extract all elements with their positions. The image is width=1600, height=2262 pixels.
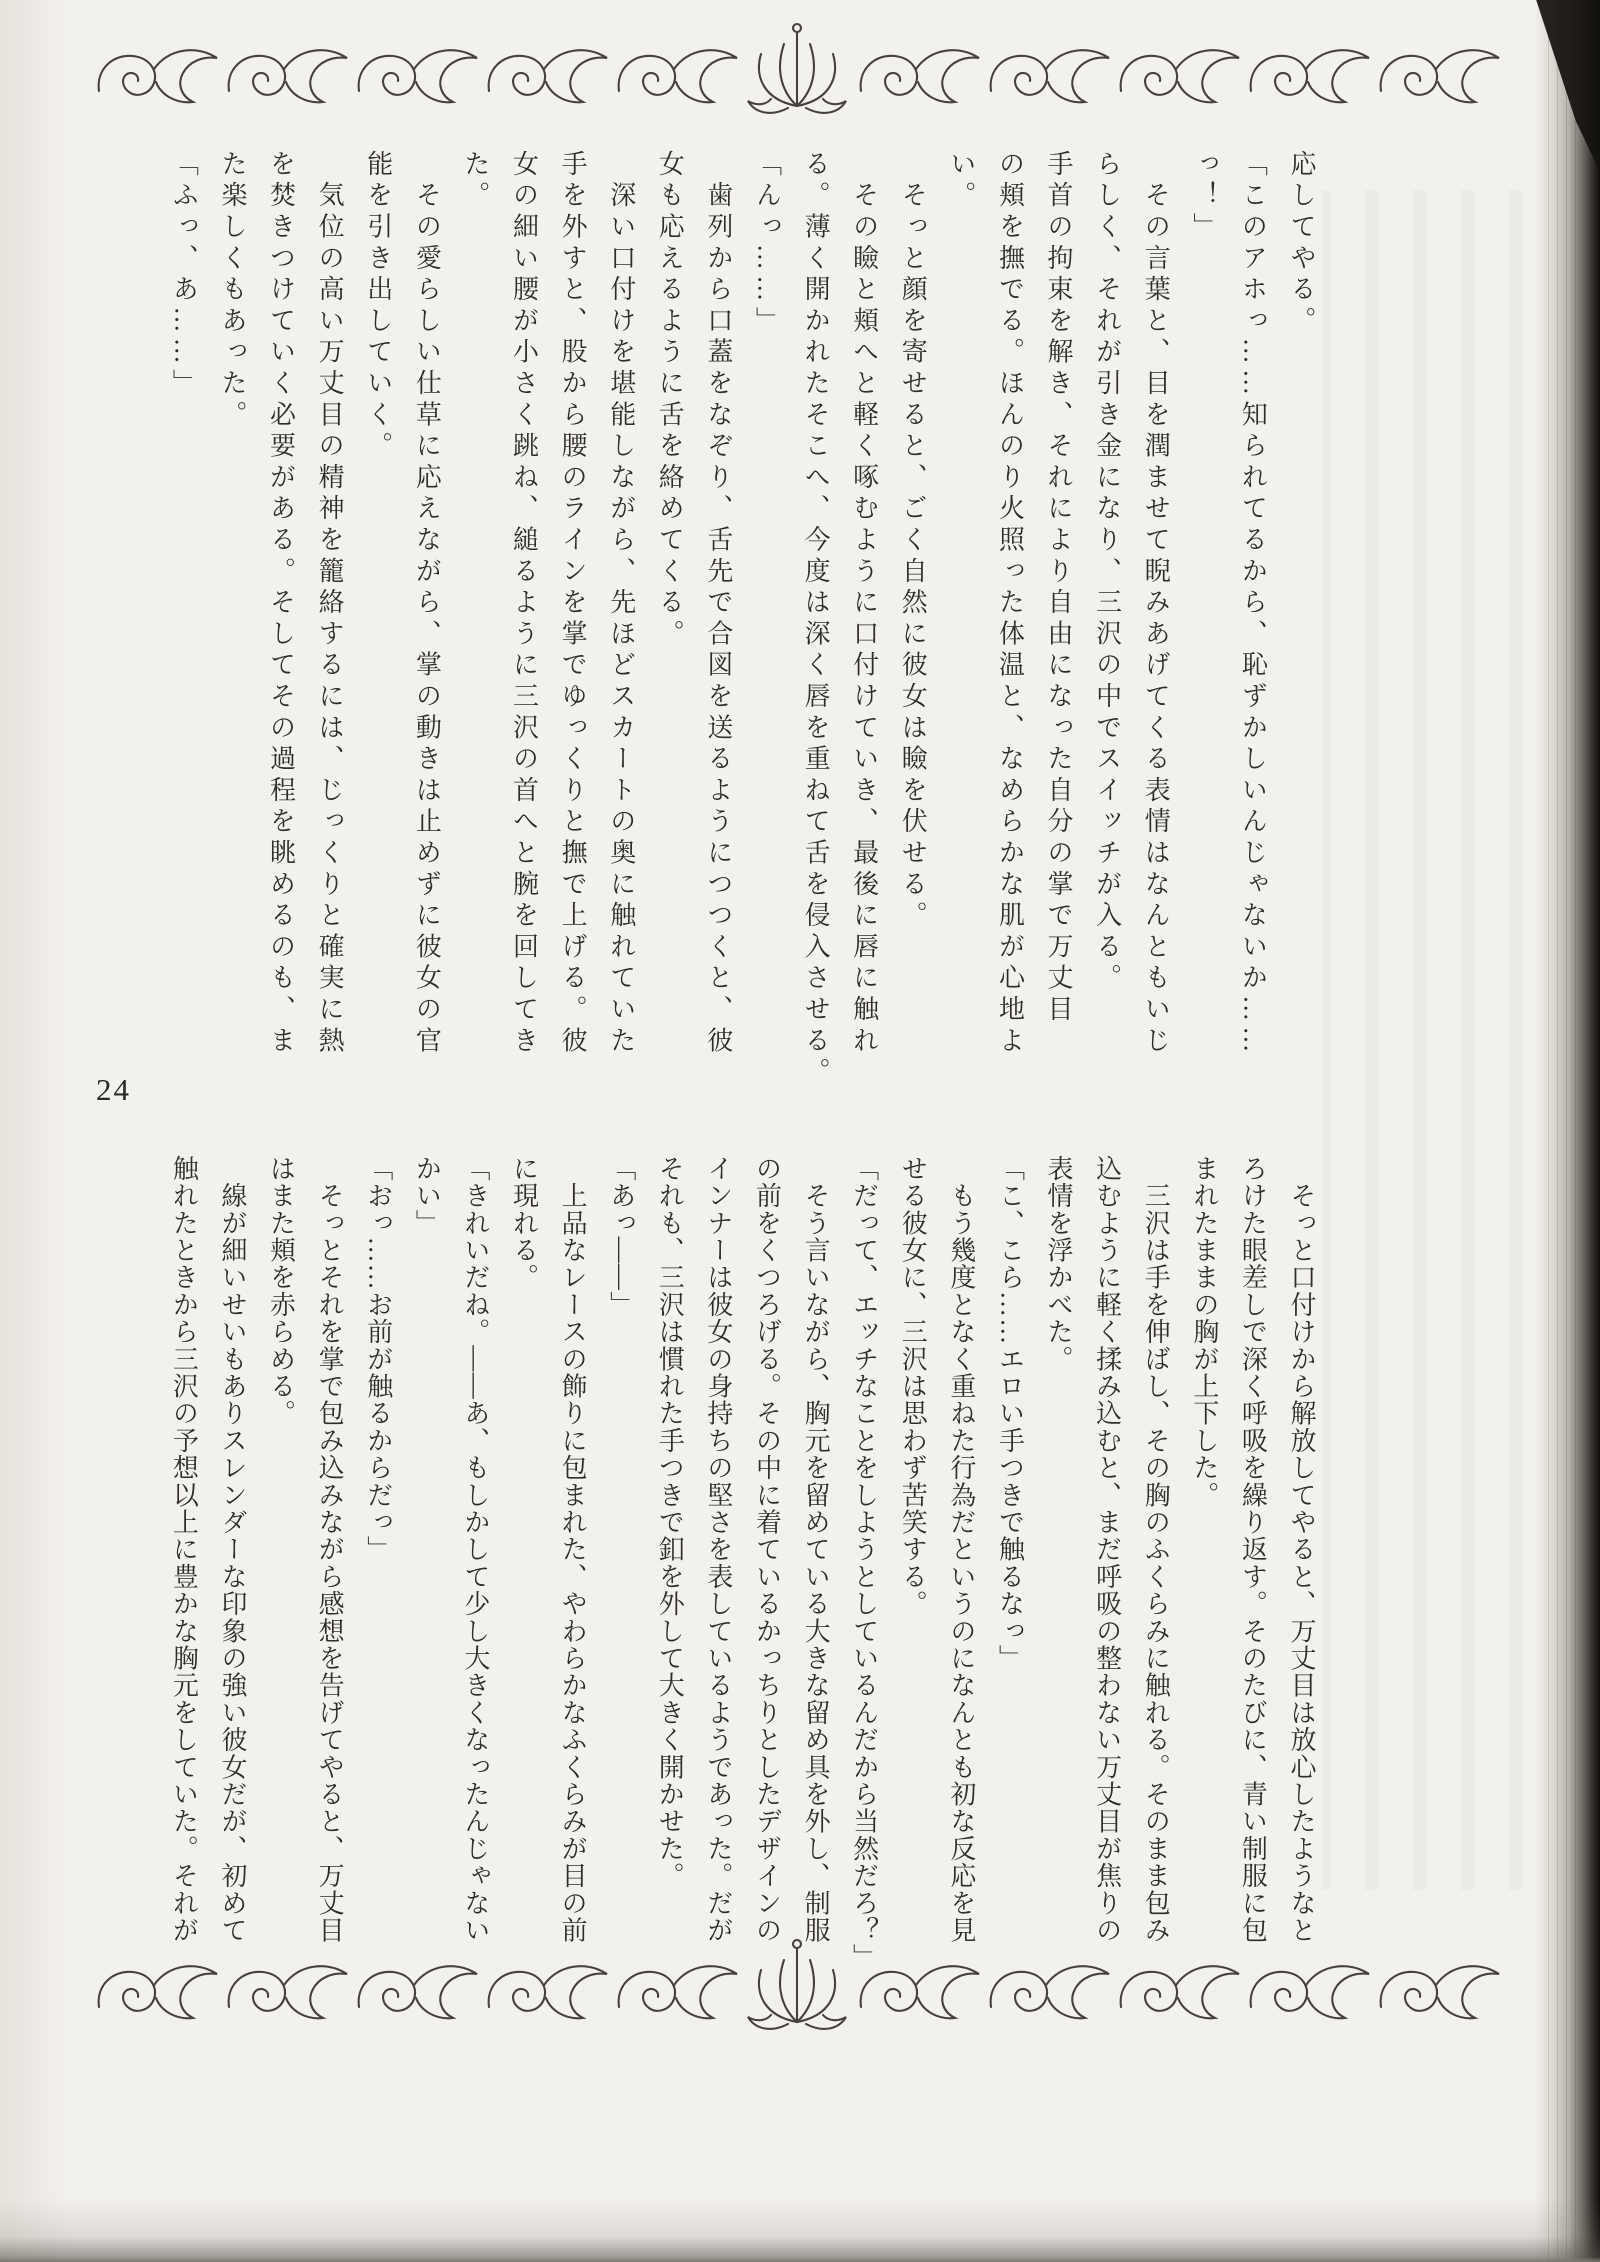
text-column: 「おっ……お前が触るからだっ」 — [363, 1155, 393, 1563]
text-column: い。 — [946, 150, 976, 213]
text-column: 手を外すと、股から腰のラインを掌でゆっくりと撫で上げる。彼 — [558, 150, 588, 1058]
text-column: インナーは彼女の身持ちの堅さを表しているようであった。だが — [703, 1155, 733, 1944]
text-column: 歯列から口蓋をなぞり、舌先で合図を送るようにつつくと、彼 — [703, 150, 733, 1058]
text-column: それも、三沢は慣れた手つきで釦を外して大きく開かせた。 — [655, 1155, 685, 1890]
text-column: 込むように軽く揉み込むと、まだ呼吸の整わない万丈目が焦りの — [1092, 1155, 1122, 1944]
text-column: その瞼と頬へと軽く啄むように口付けていき、最後に唇に触れ — [849, 150, 879, 1058]
scroll-ornament-bottom — [85, 1952, 1509, 2030]
text-column: せる彼女に、三沢は思わず苦笑する。 — [898, 1155, 928, 1618]
text-column: 能を引き出していく。 — [363, 150, 393, 463]
text-column: 「んっ……」 — [752, 150, 782, 338]
text-column: 線が細いせいもありスレンダーな印象の強い彼女だが、初めて — [217, 1155, 247, 1944]
text-column: 三沢は手を伸ばし、その胸のふくらみに触れる。そのまま包み — [1141, 1155, 1171, 1944]
text-column: はまた頬を赤らめる。 — [266, 1155, 296, 1427]
text-column: 手首の拘束を解き、それにより自由になった自分の掌で万丈目 — [1044, 150, 1074, 1027]
text-column: の頬を撫でる。ほんのり火照った体温と、なめらかな肌が心地よ — [995, 150, 1025, 1058]
text-column: た。 — [460, 150, 490, 213]
text-column: 「このアホっ……知られてるから、恥ずかしいんじゃないか…… — [1238, 150, 1268, 1058]
scroll-ornament-top — [85, 36, 1509, 114]
text-column: 「きれいだね。――あ、もしかして少し大きくなったんじゃない — [460, 1155, 490, 1944]
page-curl-shading — [0, 0, 70, 2262]
page-number: 24 — [96, 1072, 131, 1107]
text-column: かい」 — [412, 1155, 442, 1237]
text-column: 「だって、エッチなことをしようとしているんだから当然だろ？」 — [849, 1155, 879, 1971]
text-column: まれたままの胸が上下した。 — [1189, 1155, 1219, 1509]
text-column: 「こ、こら……エロい手つきで触るなっ」 — [995, 1155, 1025, 1672]
text-column: 「ふっ、あ……」 — [169, 150, 199, 401]
page-stack-edges — [1548, 0, 1582, 2262]
text-column: 表情を浮かべた。 — [1044, 1155, 1074, 1373]
text-column: た楽しくもあった。 — [217, 150, 247, 432]
text-column: の前をくつろげる。その中に着ているかっちりとしたデザインの — [752, 1155, 782, 1944]
text-column: 応してやる。 — [1287, 150, 1316, 338]
text-column: 深い口付けを堪能しながら、先ほどスカートの奥に触れていた — [606, 150, 636, 1058]
text-column: その愛らしい仕草に応えながら、掌の動きは止めずに彼女の官 — [412, 150, 442, 1058]
text-column: ろけた眼差しで深く呼吸を繰り返す。そのたびに、青い制服に包 — [1238, 1155, 1268, 1944]
text-column: 触れたときから三沢の予想以上に豊かな胸元をしていた。それが — [169, 1155, 199, 1944]
text-column: 上品なレースの飾りに包まれた、やわらかなふくらみが目の前 — [558, 1155, 588, 1944]
text-column: そっと口付けから解放してやると、万丈目は放心したようなと — [1287, 1155, 1316, 1944]
text-column: る。薄く開かれたそこへ、今度は深く唇を重ねて舌を侵入させる。 — [801, 150, 831, 1089]
text-column: に現れる。 — [509, 1155, 539, 1291]
page-bottom-edge — [0, 2198, 1600, 2262]
text-column: 気位の高い万丈目の精神を籠絡するには、じっくりと確実に熱 — [315, 150, 345, 1058]
text-column: 「あっ――」 — [606, 1155, 636, 1319]
text-column: そう言いながら、胸元を留めている大きな留め具を外し、制服 — [801, 1155, 831, 1944]
text-block-top — [159, 150, 1325, 1089]
text-column: らしく、それが引き金になり、三沢の中でスイッチが入る。 — [1092, 150, 1122, 996]
text-column: 女の細い腰が小さく跳ね、縋るように三沢の首へと腕を回してき — [509, 150, 539, 1058]
text-column: 女も応えるように舌を絡めてくる。 — [655, 150, 685, 651]
text-column: そっとそれを掌で包み込みながら感想を告げてやると、万丈目 — [315, 1155, 345, 1944]
text-block-bottom — [159, 1155, 1325, 1971]
text-column: そっと顔を寄せると、ごく自然に彼女は瞼を伏せる。 — [898, 150, 928, 933]
text-column: その言葉と、目を潤ませて睨みあげてくる表情はなんともいじ — [1141, 150, 1171, 1058]
text-column: っ！」 — [1189, 150, 1219, 244]
text-column: を焚きつけていく必要がある。そしてその過程を眺めるのも、ま — [266, 150, 296, 1058]
text-column: もう幾度となく重ねた行為だというのになんとも初な反応を見 — [946, 1155, 976, 1944]
ink-bleed-ghost — [1322, 190, 1522, 1890]
